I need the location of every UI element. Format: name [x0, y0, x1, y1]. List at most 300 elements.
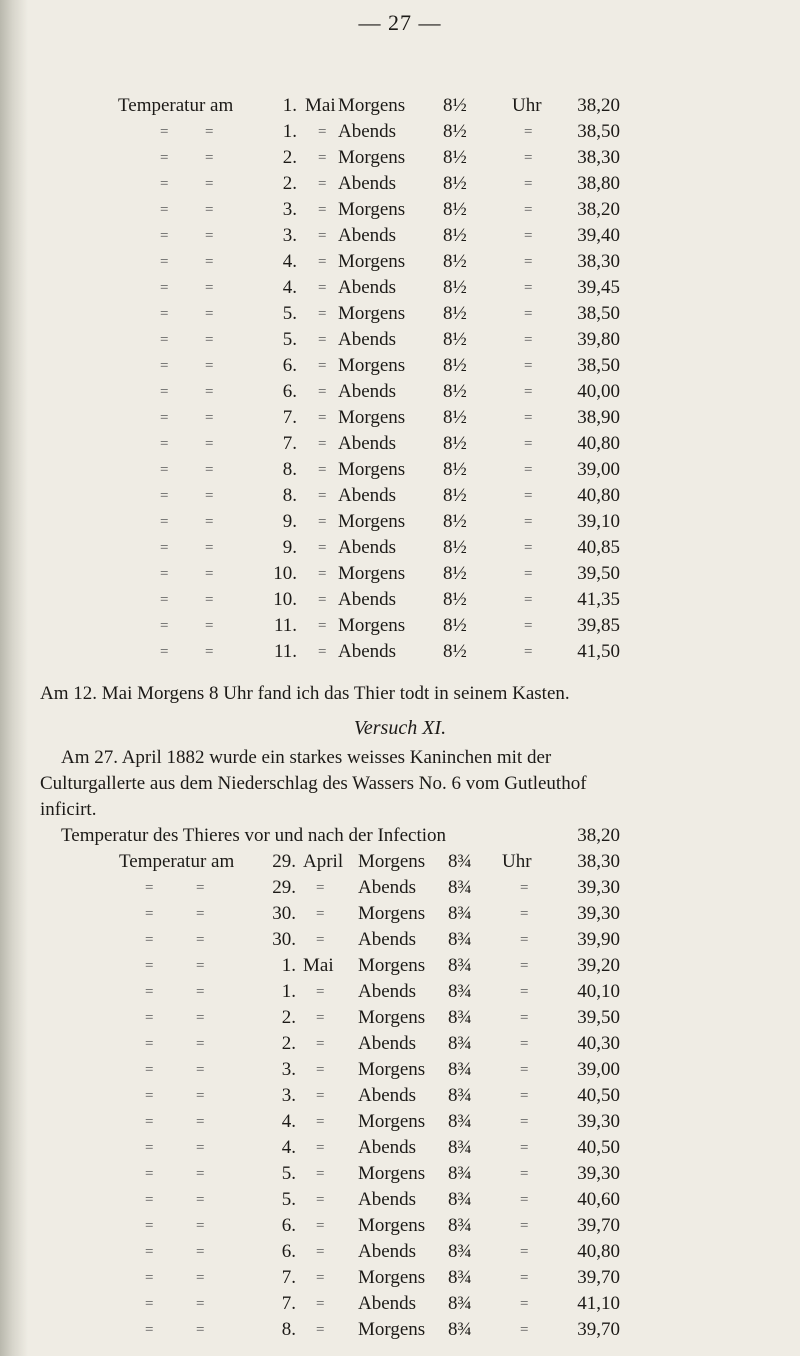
time-cell: Morgens: [338, 303, 406, 324]
value-cell: 41,50: [577, 641, 620, 662]
ditto-mark: =: [524, 436, 533, 452]
hour-cell: 8¾: [448, 1319, 472, 1340]
time-cell: Morgens: [358, 851, 426, 872]
hour-cell: 8¾: [448, 1241, 472, 1262]
ditto-mark: =: [160, 358, 169, 374]
ditto-mark: =: [145, 1192, 154, 1208]
ditto-mark: =: [145, 1062, 154, 1078]
ditto-mark: =: [196, 1114, 205, 1130]
ditto-mark: =: [520, 1114, 529, 1130]
time-cell: Abends: [358, 1241, 417, 1262]
ditto-mark: =: [145, 1218, 154, 1234]
ditto-mark: =: [524, 332, 533, 348]
time-cell: Abends: [358, 1085, 417, 1106]
table1-row: [0, 432, 800, 456]
intro-line-2: Culturgallerte aus dem Niederschlag des Wassers No. 6 vom Gutleuthof: [40, 773, 587, 794]
time-cell: Abends: [338, 589, 397, 610]
hour-cell: 8½: [443, 199, 467, 220]
time-cell: Morgens: [338, 511, 406, 532]
value-cell: 38,30: [577, 851, 620, 872]
ditto-mark: =: [196, 958, 205, 974]
day-cell: 7.: [281, 1293, 296, 1314]
value-cell: 40,80: [577, 485, 620, 506]
ditto-mark: =: [160, 540, 169, 556]
time-cell: Abends: [338, 173, 397, 194]
table2-row: [0, 1214, 800, 1238]
ditto-mark: =: [524, 228, 533, 244]
table2-row: [0, 850, 800, 874]
before-infection-label: Temperatur des Thieres vor und nach der Infection: [61, 825, 447, 846]
ditto-mark: =: [520, 1244, 529, 1260]
ditto-mark: =: [196, 1270, 205, 1286]
ditto-mark: =: [520, 906, 529, 922]
table1-row: [0, 172, 800, 196]
ditto-mark: =: [520, 932, 529, 948]
ditto-mark: =: [524, 124, 533, 140]
value-cell: 40,80: [577, 1241, 620, 1262]
ditto-mark: =: [196, 1088, 205, 1104]
ditto-mark: =: [205, 592, 214, 608]
value-cell: 38,30: [577, 147, 620, 168]
ditto-mark: =: [318, 436, 327, 452]
time-cell: Morgens: [358, 1319, 426, 1340]
table1-row: [0, 380, 800, 404]
day-cell: 3.: [282, 199, 297, 220]
time-cell: Morgens: [338, 563, 406, 584]
day-cell: 7.: [281, 1267, 296, 1288]
ditto-mark: =: [205, 124, 214, 140]
ditto-mark: =: [160, 124, 169, 140]
ditto-mark: =: [205, 462, 214, 478]
ditto-mark: =: [316, 1270, 325, 1286]
time-cell: Morgens: [358, 1215, 426, 1236]
ditto-mark: =: [145, 880, 154, 896]
ditto-mark: =: [145, 1088, 154, 1104]
hour-cell: 8¾: [448, 981, 472, 1002]
ditto-mark: =: [318, 228, 327, 244]
month-cell: April: [303, 851, 344, 872]
hour-cell: 8¾: [448, 1267, 472, 1288]
table2-row: [0, 954, 800, 978]
ditto-mark: =: [318, 618, 327, 634]
value-cell: 38,80: [577, 173, 620, 194]
ditto-mark: =: [145, 906, 154, 922]
hour-cell: 8¾: [448, 1293, 472, 1314]
ditto-mark: =: [196, 1244, 205, 1260]
ditto-mark: =: [318, 254, 327, 270]
ditto-mark: =: [205, 306, 214, 322]
table2-row: [0, 902, 800, 926]
ditto-mark: =: [520, 1270, 529, 1286]
time-cell: Abends: [338, 225, 397, 246]
hour-cell: 8¾: [448, 851, 472, 872]
time-cell: Morgens: [338, 355, 406, 376]
table1-row: [0, 276, 800, 300]
hour-cell: 8¾: [448, 1033, 472, 1054]
ditto-mark: =: [196, 1010, 205, 1026]
value-cell: 40,30: [577, 1033, 620, 1054]
hour-cell: 8¾: [448, 903, 472, 924]
ditto-mark: =: [160, 488, 169, 504]
table1-row: [0, 458, 800, 482]
closing-sentence: Am 12. Mai Morgens 8 Uhr fand ich das Thier todt in seinem Kasten.: [40, 683, 570, 704]
ditto-mark: =: [205, 332, 214, 348]
hour-cell: 8½: [443, 303, 467, 324]
ditto-mark: =: [316, 1192, 325, 1208]
day-cell: 9.: [282, 511, 297, 532]
day-cell: 10.: [273, 589, 297, 610]
ditto-mark: =: [205, 514, 214, 530]
value-cell: 38,50: [577, 355, 620, 376]
ditto-mark: =: [196, 1296, 205, 1312]
ditto-mark: =: [520, 880, 529, 896]
day-cell: 2.: [282, 147, 297, 168]
table2-row: [0, 1318, 800, 1342]
table1-row: [0, 328, 800, 352]
time-cell: Morgens: [338, 199, 406, 220]
ditto-mark: =: [318, 514, 327, 530]
time-cell: Morgens: [338, 147, 406, 168]
ditto-mark: =: [196, 906, 205, 922]
value-cell: 40,00: [577, 381, 620, 402]
ditto-mark: =: [196, 1166, 205, 1182]
ditto-mark: =: [160, 514, 169, 530]
value-cell: 38,30: [577, 251, 620, 272]
time-cell: Abends: [338, 433, 397, 454]
ditto-mark: =: [316, 1322, 325, 1338]
value-cell: 41,10: [577, 1293, 620, 1314]
hour-cell: 8½: [443, 641, 467, 662]
ditto-mark: =: [160, 228, 169, 244]
day-cell: 7.: [282, 407, 297, 428]
day-cell: 8.: [282, 459, 297, 480]
value-cell: 39,85: [577, 615, 620, 636]
time-cell: Morgens: [358, 1163, 426, 1184]
ditto-mark: =: [205, 436, 214, 452]
value-cell: 40,85: [577, 537, 620, 558]
ditto-mark: =: [520, 1166, 529, 1182]
ditto-mark: =: [524, 644, 533, 660]
ditto-mark: =: [145, 1036, 154, 1052]
day-cell: 4.: [282, 277, 297, 298]
ditto-mark: =: [316, 1088, 325, 1104]
day-cell: 30.: [272, 929, 296, 950]
table2-row: [0, 1162, 800, 1186]
ditto-mark: =: [318, 592, 327, 608]
ditto-mark: =: [316, 1114, 325, 1130]
ditto-mark: =: [318, 202, 327, 218]
time-cell: Abends: [338, 485, 397, 506]
hour-cell: 8¾: [448, 877, 472, 898]
time-cell: Abends: [358, 877, 417, 898]
ditto-mark: =: [524, 202, 533, 218]
table1-row: [0, 562, 800, 586]
ditto-mark: =: [520, 1192, 529, 1208]
day-cell: 6.: [281, 1241, 296, 1262]
hour-cell: 8½: [443, 329, 467, 350]
ditto-mark: =: [524, 176, 533, 192]
ditto-mark: =: [318, 150, 327, 166]
ditto-mark: =: [316, 932, 325, 948]
time-cell: Morgens: [358, 903, 426, 924]
hour-cell: 8½: [443, 173, 467, 194]
hour-cell: 8¾: [448, 929, 472, 950]
day-cell: 2.: [281, 1033, 296, 1054]
ditto-mark: =: [318, 124, 327, 140]
ditto-mark: =: [524, 384, 533, 400]
day-cell: 9.: [282, 537, 297, 558]
time-cell: Morgens: [338, 95, 406, 116]
table1-row: [0, 146, 800, 170]
ditto-mark: =: [520, 1036, 529, 1052]
hour-cell: 8¾: [448, 955, 472, 976]
table1-row: [0, 120, 800, 144]
ditto-mark: =: [520, 1218, 529, 1234]
table2-row: [0, 928, 800, 952]
table1-row: [0, 614, 800, 638]
day-cell: 10.: [273, 563, 297, 584]
day-cell: 1.: [281, 981, 296, 1002]
day-cell: 5.: [282, 303, 297, 324]
value-cell: 40,50: [577, 1137, 620, 1158]
table1-row: [0, 484, 800, 508]
before-infection-value: 38,20: [577, 825, 620, 846]
value-cell: 39,70: [577, 1215, 620, 1236]
page-number: — 27 —: [358, 10, 442, 35]
ditto-mark: =: [160, 332, 169, 348]
ditto-mark: =: [520, 1322, 529, 1338]
value-cell: 39,70: [577, 1267, 620, 1288]
hour-cell: 8½: [443, 381, 467, 402]
ditto-mark: =: [160, 410, 169, 426]
ditto-mark: =: [205, 488, 214, 504]
ditto-mark: =: [205, 618, 214, 634]
ditto-mark: =: [318, 176, 327, 192]
day-cell: 8.: [281, 1319, 296, 1340]
ditto-mark: =: [316, 1036, 325, 1052]
hour-cell: 8¾: [448, 1007, 472, 1028]
day-cell: 6.: [281, 1215, 296, 1236]
hour-cell: 8½: [443, 147, 467, 168]
ditto-mark: =: [520, 1296, 529, 1312]
ditto-mark: =: [318, 644, 327, 660]
hour-cell: 8¾: [448, 1111, 472, 1132]
day-cell: 5.: [281, 1189, 296, 1210]
value-cell: 39,30: [577, 903, 620, 924]
day-cell: 4.: [281, 1111, 296, 1132]
ditto-mark: =: [318, 462, 327, 478]
time-cell: Abends: [338, 537, 397, 558]
day-cell: 30.: [272, 903, 296, 924]
ditto-mark: =: [145, 1166, 154, 1182]
ditto-mark: =: [160, 254, 169, 270]
ditto-mark: =: [520, 1088, 529, 1104]
table2-row: [0, 876, 800, 900]
ditto-mark: =: [160, 150, 169, 166]
day-cell: 29.: [272, 877, 296, 898]
before-infection-row: [0, 824, 800, 848]
hour-cell: 8¾: [448, 1137, 472, 1158]
value-cell: 39,10: [577, 511, 620, 532]
time-cell: Morgens: [338, 251, 406, 272]
time-cell: Abends: [338, 641, 397, 662]
table2-row: [0, 1032, 800, 1056]
time-cell: Abends: [358, 1137, 417, 1158]
time-cell: Morgens: [338, 459, 406, 480]
table2-row: [0, 1110, 800, 1134]
ditto-mark: =: [316, 1140, 325, 1156]
day-cell: 1.: [281, 955, 296, 976]
table1-row: [0, 640, 800, 664]
hour-cell: 8½: [443, 95, 467, 116]
ditto-mark: =: [160, 436, 169, 452]
day-cell: 3.: [282, 225, 297, 246]
value-cell: 40,10: [577, 981, 620, 1002]
day-cell: 1.: [282, 121, 297, 142]
ditto-mark: =: [196, 880, 205, 896]
intro-line-1: Am 27. April 1882 wurde ein starkes weisses Kaninchen mit der: [61, 747, 552, 768]
time-cell: Abends: [358, 981, 417, 1002]
table2-row: [0, 1240, 800, 1264]
value-cell: 39,70: [577, 1319, 620, 1340]
hour-cell: 8½: [443, 511, 467, 532]
month-cell: Mai: [303, 955, 334, 976]
time-cell: Morgens: [338, 615, 406, 636]
value-cell: 39,30: [577, 877, 620, 898]
ditto-mark: =: [205, 540, 214, 556]
ditto-mark: =: [145, 1270, 154, 1286]
day-cell: 4.: [281, 1137, 296, 1158]
row-label: Temperatur am: [118, 95, 234, 116]
time-cell: Abends: [358, 929, 417, 950]
hour-cell: 8½: [443, 537, 467, 558]
time-cell: Morgens: [358, 1007, 426, 1028]
ditto-mark: =: [205, 644, 214, 660]
day-cell: 29.: [272, 851, 296, 872]
ditto-mark: =: [196, 1140, 205, 1156]
value-cell: 39,20: [577, 955, 620, 976]
table1-row: [0, 302, 800, 326]
value-cell: 39,30: [577, 1163, 620, 1184]
ditto-mark: =: [318, 358, 327, 374]
time-cell: Morgens: [358, 1111, 426, 1132]
ditto-mark: =: [196, 1322, 205, 1338]
ditto-mark: =: [316, 880, 325, 896]
day-cell: 6.: [282, 381, 297, 402]
table1-row: [0, 588, 800, 612]
ditto-mark: =: [520, 1140, 529, 1156]
table1-row: [0, 224, 800, 248]
ditto-mark: =: [160, 462, 169, 478]
hour-cell: 8½: [443, 433, 467, 454]
intro-line-3: inficirt.: [40, 799, 97, 820]
hour-cell: 8½: [443, 277, 467, 298]
ditto-mark: =: [145, 1244, 154, 1260]
ditto-mark: =: [520, 1010, 529, 1026]
ditto-mark: =: [318, 410, 327, 426]
ditto-mark: =: [160, 384, 169, 400]
value-cell: 38,90: [577, 407, 620, 428]
day-cell: 11.: [273, 615, 297, 636]
value-cell: 38,50: [577, 303, 620, 324]
time-cell: Abends: [338, 121, 397, 142]
ditto-mark: =: [316, 1244, 325, 1260]
month-cell: Mai: [305, 95, 336, 116]
ditto-mark: =: [196, 984, 205, 1000]
day-cell: 3.: [281, 1059, 296, 1080]
ditto-mark: =: [318, 306, 327, 322]
ditto-mark: =: [524, 592, 533, 608]
time-cell: Abends: [358, 1189, 417, 1210]
ditto-mark: =: [316, 1296, 325, 1312]
value-cell: 41,35: [577, 589, 620, 610]
day-cell: 11.: [273, 641, 297, 662]
day-cell: 3.: [281, 1085, 296, 1106]
day-cell: 4.: [282, 251, 297, 272]
ditto-mark: =: [318, 488, 327, 504]
table1-row: [0, 510, 800, 534]
hour-cell: 8½: [443, 589, 467, 610]
ditto-mark: =: [160, 202, 169, 218]
ditto-mark: =: [145, 1296, 154, 1312]
unit-cell: Uhr: [512, 95, 542, 116]
table1-row: [0, 536, 800, 560]
ditto-mark: =: [160, 618, 169, 634]
table2-row: [0, 1006, 800, 1030]
hour-cell: 8¾: [448, 1163, 472, 1184]
value-cell: 38,20: [577, 199, 620, 220]
value-cell: 38,50: [577, 121, 620, 142]
ditto-mark: =: [318, 280, 327, 296]
ditto-mark: =: [205, 384, 214, 400]
ditto-mark: =: [196, 1192, 205, 1208]
ditto-mark: =: [205, 150, 214, 166]
value-cell: 39,30: [577, 1111, 620, 1132]
day-cell: 8.: [282, 485, 297, 506]
hour-cell: 8½: [443, 485, 467, 506]
ditto-mark: =: [205, 280, 214, 296]
ditto-mark: =: [196, 1062, 205, 1078]
ditto-mark: =: [316, 1166, 325, 1182]
ditto-mark: =: [524, 462, 533, 478]
value-cell: 39,40: [577, 225, 620, 246]
hour-cell: 8½: [443, 225, 467, 246]
ditto-mark: =: [318, 384, 327, 400]
ditto-mark: =: [524, 618, 533, 634]
ditto-mark: =: [524, 566, 533, 582]
table2-row: [0, 980, 800, 1004]
ditto-mark: =: [196, 1218, 205, 1234]
hour-cell: 8½: [443, 355, 467, 376]
day-cell: 2.: [282, 173, 297, 194]
ditto-mark: =: [145, 1010, 154, 1026]
ditto-mark: =: [205, 254, 214, 270]
time-cell: Morgens: [338, 407, 406, 428]
time-cell: Abends: [338, 329, 397, 350]
ditto-mark: =: [520, 984, 529, 1000]
time-cell: Abends: [338, 277, 397, 298]
day-cell: 2.: [281, 1007, 296, 1028]
table1-row: [0, 94, 800, 118]
hour-cell: 8¾: [448, 1215, 472, 1236]
ditto-mark: =: [145, 1322, 154, 1338]
ditto-mark: =: [318, 540, 327, 556]
value-cell: 39,00: [577, 459, 620, 480]
ditto-mark: =: [145, 932, 154, 948]
value-cell: 40,60: [577, 1189, 620, 1210]
row-label: Temperatur am: [119, 851, 235, 872]
ditto-mark: =: [318, 566, 327, 582]
